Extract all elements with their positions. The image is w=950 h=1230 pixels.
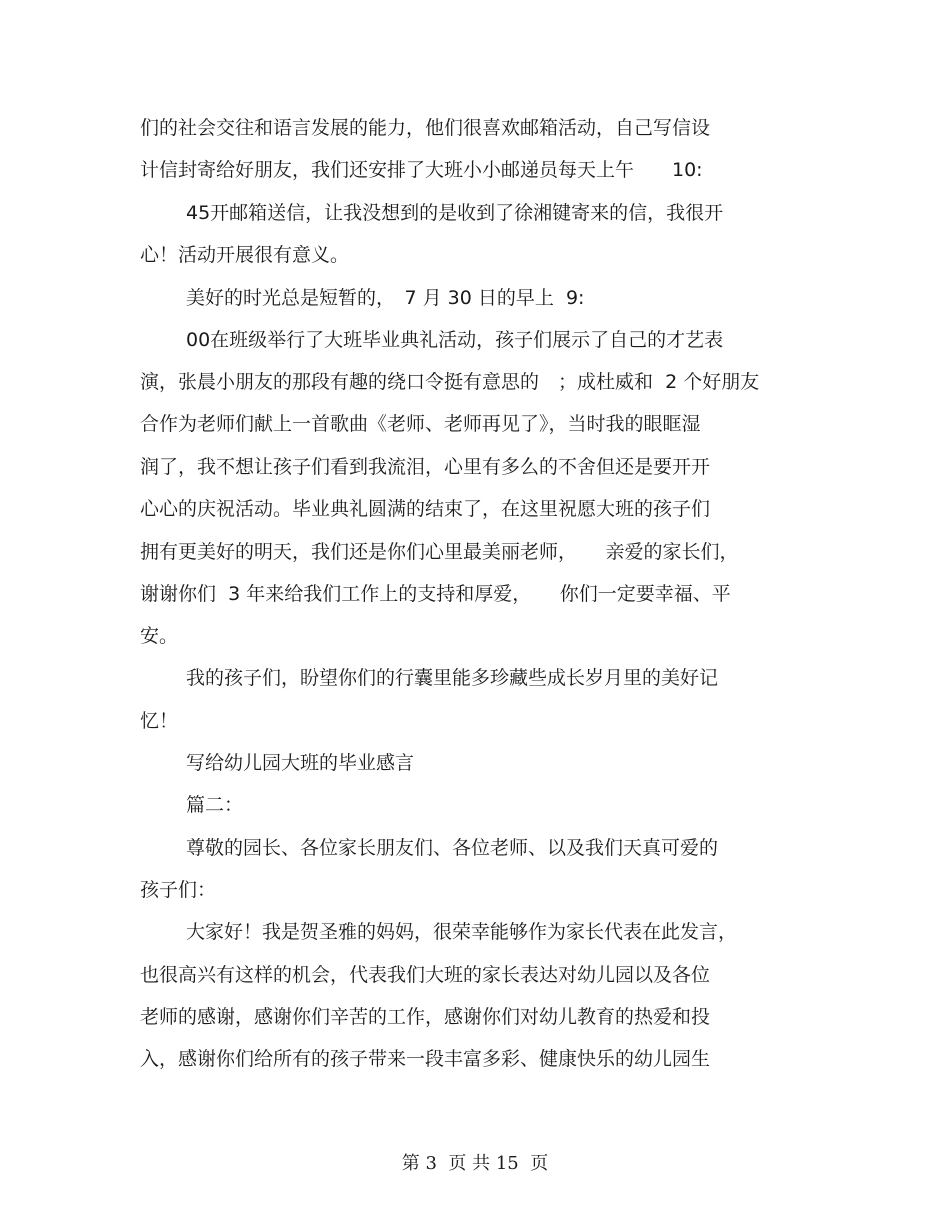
text-line: 拥有更美好的明天，我们还是你们心里最美丽老师， 亲爱的家长们， xyxy=(140,541,739,563)
text-line: 心！活动开展很有意义。 xyxy=(140,244,350,266)
text-line: 尊敬的园长、各位家长朋友们、各位老师、以及我们天真可爱的 xyxy=(186,837,719,859)
text-line: 00在班级举行了大班毕业典礼活动，孩子们展示了自己的才艺表 xyxy=(186,329,724,351)
text-line: 安。 xyxy=(140,625,179,647)
text-line: 谢谢你们 3 年来给我们工作上的支持和厚爱， 你们一定要幸福、平 xyxy=(140,583,731,605)
text-line: 也很高兴有这样的机会，代表我们大班的家长表达对幼儿园以及各位 xyxy=(140,964,711,986)
text-line: 老师的感谢，感谢你们辛苦的工作，感谢你们对幼儿教育的热爱和投 xyxy=(140,1006,711,1028)
section-label: 篇二： xyxy=(186,794,244,816)
text-line: 大家好！我是贺圣雅的妈妈，很荣幸能够作为家长代表在此发言， xyxy=(186,921,738,943)
text-line: 45开邮箱送信，让我没想到的是收到了徐湘键寄来的信，我很开 xyxy=(186,202,724,224)
text-line: 心心的庆祝活动。毕业典礼圆满的结束了，在这里祝愿大班的孩子们 xyxy=(140,498,711,520)
text-line: 忆！ xyxy=(140,710,179,732)
text-line: 美好的时光总是短暂的， 7 月 30 日的早上 9: xyxy=(186,287,585,309)
text-line: 孩子们： xyxy=(140,879,217,901)
text-line: 们的社会交往和语言发展的能力，他们很喜欢邮箱活动，自己写信设 xyxy=(140,117,711,139)
text-line: 我的孩子们，盼望你们的行囊里能多珍藏些成长岁月里的美好记 xyxy=(186,667,719,689)
text-line: 计信封寄给好朋友，我们还安排了大班小小邮递员每天上午 10: xyxy=(140,159,703,181)
section-title: 写给幼儿园大班的毕业感言 xyxy=(186,752,415,774)
text-line: 润了，我不想让孩子们看到我流泪，心里有多么的不舍但还是要开开 xyxy=(140,456,711,478)
page-number-footer: 第 3 页 共 15 页 xyxy=(401,1153,549,1174)
text-line: 入，感谢你们给所有的孩子带来一段丰富多彩、健康快乐的幼儿园生 xyxy=(140,1048,711,1070)
text-line: 演，张晨小朋友的那段有趣的绕口令挺有意思的 ；成杜威和 2 个好朋友 xyxy=(140,371,760,393)
text-line: 合作为老师们献上一首歌曲《老师、老师再见了》，当时我的眼眶湿 xyxy=(140,413,701,435)
